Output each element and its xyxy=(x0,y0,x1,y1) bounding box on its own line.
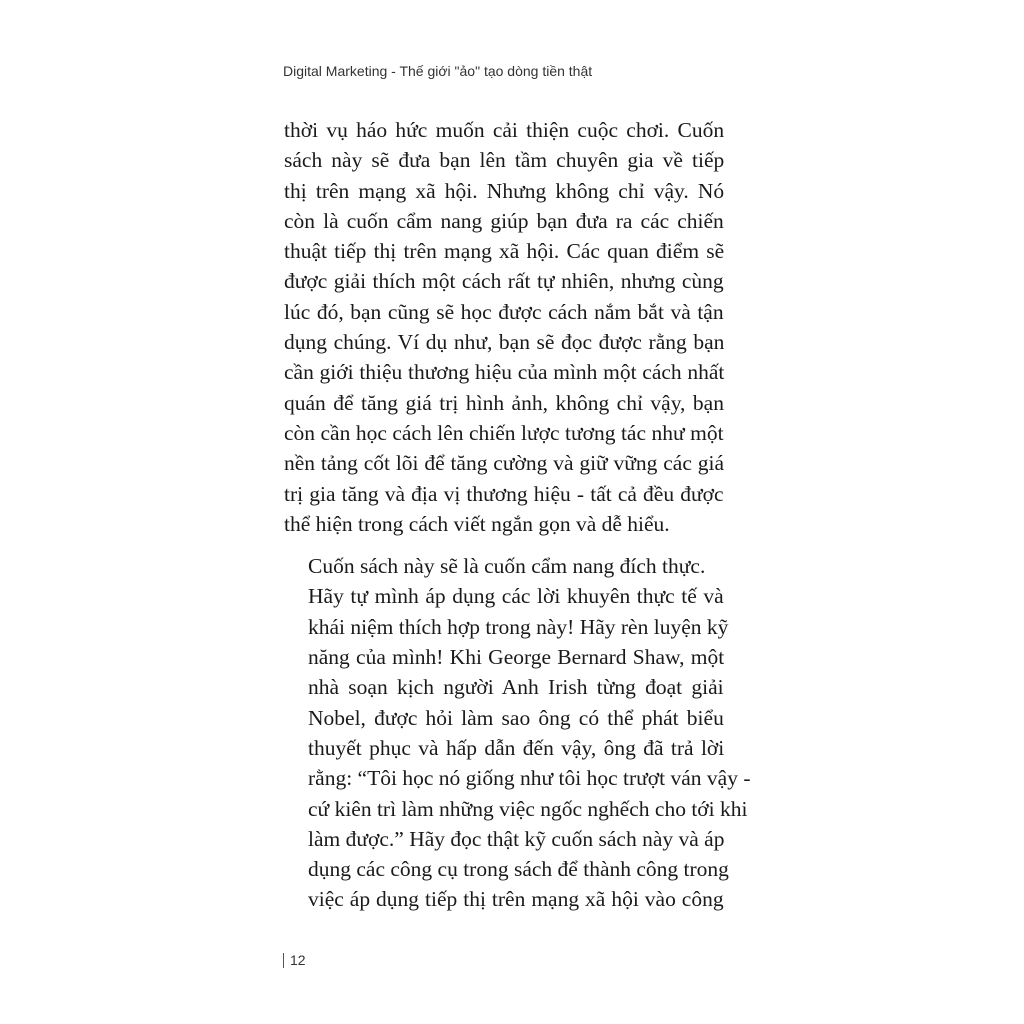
text-line: nền tảng cốt lõi để tăng cường và giữ vững các giá xyxy=(284,451,724,476)
text-line: năng của mình! Khi George Bernard Shaw, một xyxy=(308,645,725,670)
text-line: việc áp dụng tiếp thị trên mạng xã hội vào công xyxy=(308,887,724,912)
text-line: Nobel, được hỏi làm sao ông có thể phát biểu xyxy=(308,705,724,730)
paragraph-2 xyxy=(284,551,751,915)
text-line: Cuốn sách này sẽ là cuốn cẩm nang đích thực. xyxy=(308,554,706,579)
text-line: thị trên mạng xã hội. Nhưng không chỉ vậy. Nó xyxy=(284,178,725,203)
text-line: dụng các công cụ trong sách để thành công trong xyxy=(308,857,729,882)
text-line: quán để tăng giá trị hình ảnh, không chỉ vậy, bạn xyxy=(284,390,724,415)
text-line: thể hiện trong cách viết ngắn gọn và dễ hiểu. xyxy=(284,511,670,536)
folio-rule xyxy=(283,953,284,968)
text-line: còn cần học cách lên chiến lược tương tác như một xyxy=(284,420,724,445)
paragraph-1 xyxy=(284,115,724,539)
page-number xyxy=(283,952,306,968)
text-line: cần giới thiệu thương hiệu của mình một cách nhất xyxy=(284,360,725,385)
text-line: trị gia tăng và địa vị thương hiệu - tất cả đều được xyxy=(284,481,724,506)
text-line: Hãy tự mình áp dụng các lời khuyên thực tế và xyxy=(308,584,724,609)
running-header: Digital Marketing - Thế giới "ảo" tạo dòng tiền thật xyxy=(283,63,593,79)
text-line: cứ kiên trì làm những việc ngốc nghếch cho tới khi xyxy=(308,796,748,821)
text-line: khái niệm thích hợp trong này! Hãy rèn luyện kỹ xyxy=(308,614,729,639)
text-line: rằng: “Tôi học nó giống như tôi học trượt ván vậy - xyxy=(308,766,751,791)
text-line: dụng chúng. Ví dụ như, bạn sẽ đọc được rằng bạn xyxy=(284,330,725,355)
page-number-label: 12 xyxy=(290,952,306,968)
text-line: thời vụ háo hức muốn cải thiện cuộc chơi. Cuốn xyxy=(284,118,725,142)
text-line: sách này sẽ đưa bạn lên tầm chuyên gia về tiếp xyxy=(284,148,725,173)
text-line: được giải thích một cách rất tự nhiên, nhưng cùng xyxy=(284,269,724,294)
body-text xyxy=(284,115,751,915)
text-line: lúc đó, bạn cũng sẽ học được cách nắm bắt và tận xyxy=(284,299,724,324)
text-line: còn là cuốn cẩm nang giúp bạn đưa ra các chiến xyxy=(284,208,724,233)
text-line: thuyết phục và hấp dẫn đến vậy, ông đã trả lời xyxy=(308,735,725,760)
text-line: làm được.” Hãy đọc thật kỹ cuốn sách này và áp xyxy=(308,826,725,851)
text-line: thuật tiếp thị trên mạng xã hội. Các quan điểm sẽ xyxy=(284,239,725,264)
text-line: nhà soạn kịch người Anh Irish từng đoạt giải xyxy=(308,675,724,700)
